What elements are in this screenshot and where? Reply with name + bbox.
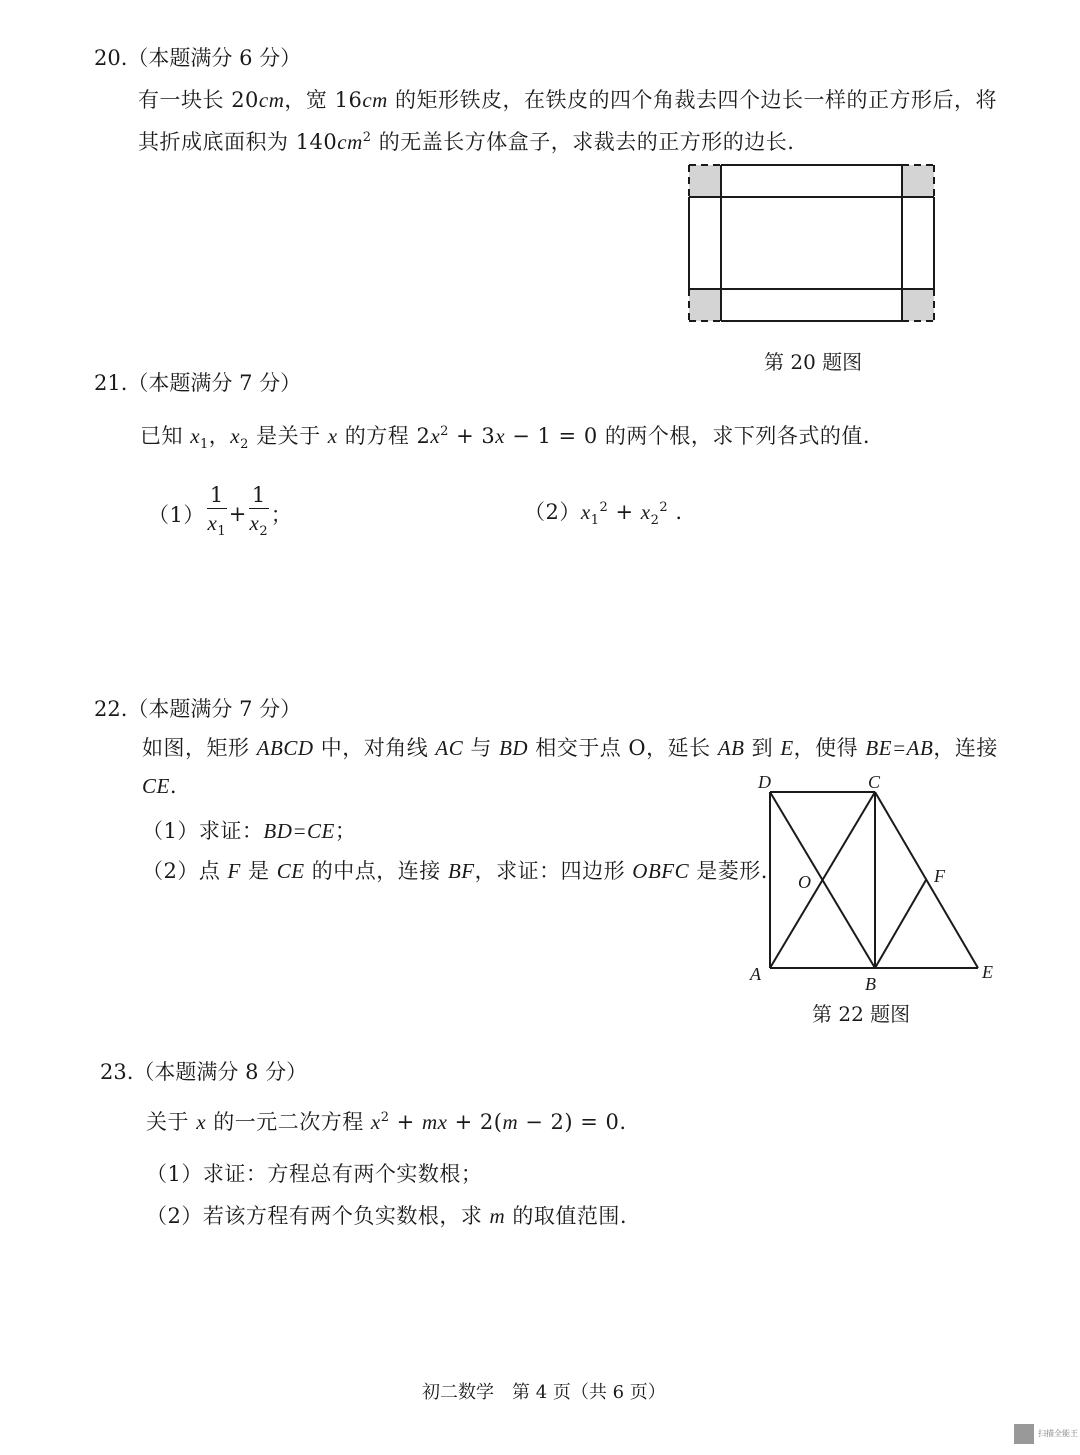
label-B: B	[865, 974, 876, 990]
corner-square-tl	[689, 165, 721, 197]
page-footer: 初二数学 第 4 页（共 6 页）	[422, 1382, 666, 1403]
fraction-2: $\frac{1}{x_2}$	[249, 483, 269, 540]
q20-caption: 第 20 题图	[764, 350, 863, 374]
fraction-1: $\frac{1}{x_1}$	[207, 483, 227, 540]
label-A: A	[750, 964, 761, 984]
q22-heading: 22.（本题满分 7 分）	[94, 697, 302, 721]
segment-BF	[875, 880, 926, 968]
corner-square-br	[902, 289, 934, 321]
corner-square-bl	[689, 289, 721, 321]
q23-part-1: （1）求证：方程总有两个实数根；	[146, 1162, 483, 1186]
q20-line-2: 其折成底面积为 $140cm^2$ 的无盖长方体盒子，求裁去的正方形的边长.	[138, 130, 795, 154]
fold-lines	[689, 165, 934, 321]
q20-heading: 20.（本题满分 6 分）	[94, 46, 302, 70]
q22-figure	[740, 768, 1010, 990]
label-E: E	[982, 962, 993, 982]
q21-part-2: $(2)x_1^2 + x_2^2$ .	[524, 500, 683, 529]
label-D: D	[758, 772, 771, 792]
cut-lines	[689, 165, 934, 321]
q23-part-2: （2）若该方程有两个负实数根，求 m 的取值范围.	[146, 1204, 628, 1228]
corner-square-tr	[902, 165, 934, 197]
label-O: O	[798, 872, 811, 892]
scanner-watermark: 扫描全能王	[1038, 1429, 1078, 1438]
q22-line-2: CE.	[142, 774, 178, 798]
label-F: F	[934, 866, 945, 886]
q21-part-1: （1） $\frac{1}{x_1}$ + $\frac{1}{x_2}$ ；	[148, 482, 292, 546]
q21-statement: 已知 $x_1$，$x_2$ 是关于 x 的方程 $2x^2 + 3x - 1 = 0$ 的两个根，求下列各式的值.	[140, 424, 871, 453]
q20-line-1: 有一块长 20cm，宽 16cm 的矩形铁皮，在铁皮的四个角裁去四个边长一样的正方形后，将	[138, 88, 998, 112]
label-C: C	[868, 772, 881, 792]
q22-line-1: 如图，矩形 ABCD 中，对角线 AC 与 BD 相交于点 O，延长 AB 到 E，使得 BE=AB，连接	[142, 736, 998, 760]
q23-statement: 关于 x 的一元二次方程 $x^2$ + mx + 2(m − 2) = 0.	[146, 1110, 627, 1134]
q22-caption: 第 22 题图	[812, 1002, 911, 1026]
q23-heading: 23.（本题满分 8 分）	[100, 1060, 308, 1084]
q21-heading: 21.（本题满分 7 分）	[94, 371, 302, 395]
qr-code-icon	[1014, 1424, 1034, 1444]
q22-part-1: （1）求证：BD=CE；	[142, 819, 357, 843]
q20-figure	[684, 160, 940, 328]
q22-part-2: （2）点 F 是 CE 的中点，连接 BF，求证：四边形 OBFC 是菱形.	[142, 859, 768, 883]
